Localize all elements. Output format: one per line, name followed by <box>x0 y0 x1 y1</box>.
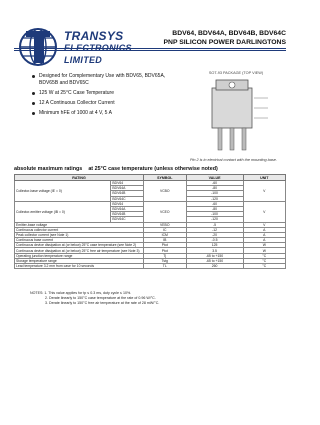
type-cell: BDV64A <box>111 206 144 211</box>
ratings-title: absolute maximum ratings at 25°C case temperature (unless otherwise noted) <box>14 166 218 172</box>
rating-cell: Continuous device dissipation at (or below) 25°C case temperature (see Note 2) <box>15 243 144 248</box>
unit-cell: A <box>243 227 285 232</box>
type-cell: BDV64B <box>111 191 144 196</box>
symbol-cell: Ptot <box>144 243 186 248</box>
type-cell: BDV64 <box>111 201 144 206</box>
value-cell: -60 <box>186 181 243 186</box>
value-cell: -65 to +150 <box>186 258 243 263</box>
unit-cell: V <box>243 222 285 227</box>
rating-cell: Peak collector current (see Note 1) <box>15 232 144 237</box>
type-cell: BDV64C <box>111 217 144 222</box>
type-cell: BDV64B <box>111 212 144 217</box>
unit-cell: °C <box>243 253 285 258</box>
symbol-cell: TL <box>144 264 186 269</box>
column-header: UNIT <box>243 175 285 181</box>
table-row <box>15 181 286 186</box>
package-label: SOT-93 PACKAGE (TOP VIEW) <box>208 71 264 75</box>
bullet-icon <box>32 92 35 95</box>
rating-cell: Collector-base voltage (IE = 0) <box>15 181 111 202</box>
bullet-icon <box>32 112 35 115</box>
feature-item: Designed for Complementary Use with BDV65, BDV65A, BDV65B and BDV65C <box>32 73 182 87</box>
notes-block <box>30 291 159 306</box>
symbol-cell: Ptot <box>144 248 186 253</box>
ratings-table <box>14 174 286 269</box>
type-cell: BDV64C <box>111 196 144 201</box>
note-line: 2. Derate linearly to 150°C case temperature at the rate of 0.96 W/°C. <box>45 296 156 300</box>
rating-cell: Lead temperature 3.2 mm from case for 10 seconds <box>15 264 144 269</box>
value-cell: -65 to +150 <box>186 253 243 258</box>
table-row <box>15 264 286 269</box>
value-cell: -0.5 <box>186 238 243 243</box>
feature-item: Minimum hFE of 1000 at 4 V, 5 A <box>32 110 182 117</box>
feature-list <box>32 73 182 120</box>
package-drawing <box>188 74 284 158</box>
company-name: TRANSYS <box>64 29 124 43</box>
value-cell: -120 <box>186 217 243 222</box>
value-cell: 125 <box>186 243 243 248</box>
value-cell: -120 <box>186 196 243 201</box>
column-header: SYMBOL <box>144 175 186 181</box>
symbol-cell: IC <box>144 227 186 232</box>
symbol-cell: Tj <box>144 253 186 258</box>
unit-cell: A <box>243 232 285 237</box>
unit-cell: A <box>243 238 285 243</box>
unit-cell: V <box>243 201 285 222</box>
globe-logo-icon <box>18 24 58 70</box>
symbol-cell: VCEO <box>144 201 186 222</box>
rating-cell: Storage temperature range <box>15 258 144 263</box>
value-cell: 3.5 <box>186 248 243 253</box>
rating-cell: Continuous collector current <box>15 227 144 232</box>
rating-cell: Emitter-base voltage <box>15 222 144 227</box>
symbol-cell: VEBO <box>144 222 186 227</box>
unit-cell: °C <box>243 264 285 269</box>
symbol-cell: ICM <box>144 232 186 237</box>
rating-cell: Continuous base current <box>15 238 144 243</box>
unit-cell: W <box>243 243 285 248</box>
feature-item: 12 A Continuous Collector Current <box>32 100 182 107</box>
table-row <box>15 201 286 206</box>
column-header: RATING <box>15 175 144 181</box>
rating-cell: Collector-emitter voltage (IB = 0) <box>15 201 111 222</box>
feature-item: 125 W at 25°C Case Temperature <box>32 90 182 97</box>
rating-cell: Operating junction temperature range <box>15 253 144 258</box>
type-cell: BDV64A <box>111 186 144 191</box>
symbol-cell: Tstg <box>144 258 186 263</box>
value-cell: -100 <box>186 212 243 217</box>
part-description-title: PNP SILICON POWER DARLINGTONS <box>163 39 286 46</box>
bullet-icon <box>32 102 35 105</box>
unit-cell: V <box>243 181 285 202</box>
value-cell: -20 <box>186 232 243 237</box>
value-cell: 260 <box>186 264 243 269</box>
company-logo <box>18 24 148 70</box>
value-cell: -12 <box>186 227 243 232</box>
part-number-title: BDV64, BDV64A, BDV64B, BDV64C <box>172 30 286 37</box>
symbol-cell: VCBO <box>144 181 186 202</box>
value-cell: -5 <box>186 222 243 227</box>
value-cell: -100 <box>186 191 243 196</box>
header-divider <box>14 48 286 49</box>
package-note: Pin 2 is in electrical contact with the mounting base. <box>190 158 277 162</box>
unit-cell: °C <box>243 258 285 263</box>
rating-cell: Continuous device dissipation at (or below) 25°C free air temperature (see Note 3) <box>15 248 144 253</box>
bullet-icon <box>32 75 35 78</box>
company-name-line3: LIMITED <box>64 55 103 65</box>
value-cell: -60 <box>186 201 243 206</box>
symbol-cell: IB <box>144 238 186 243</box>
note-line: 3. Derate linearly to 150°C free air temperature at the rate of 28 mW/°C. <box>45 301 160 305</box>
column-header: VALUE <box>186 175 243 181</box>
header-divider-2 <box>14 50 286 51</box>
value-cell: -80 <box>186 186 243 191</box>
type-cell: BDV64 <box>111 181 144 186</box>
note-line: NOTES: 1. This value applies for tp ≤ 0.3 ms, duty cycle ≤ 10%. <box>30 291 132 295</box>
unit-cell: W <box>243 248 285 253</box>
value-cell: -80 <box>186 206 243 211</box>
